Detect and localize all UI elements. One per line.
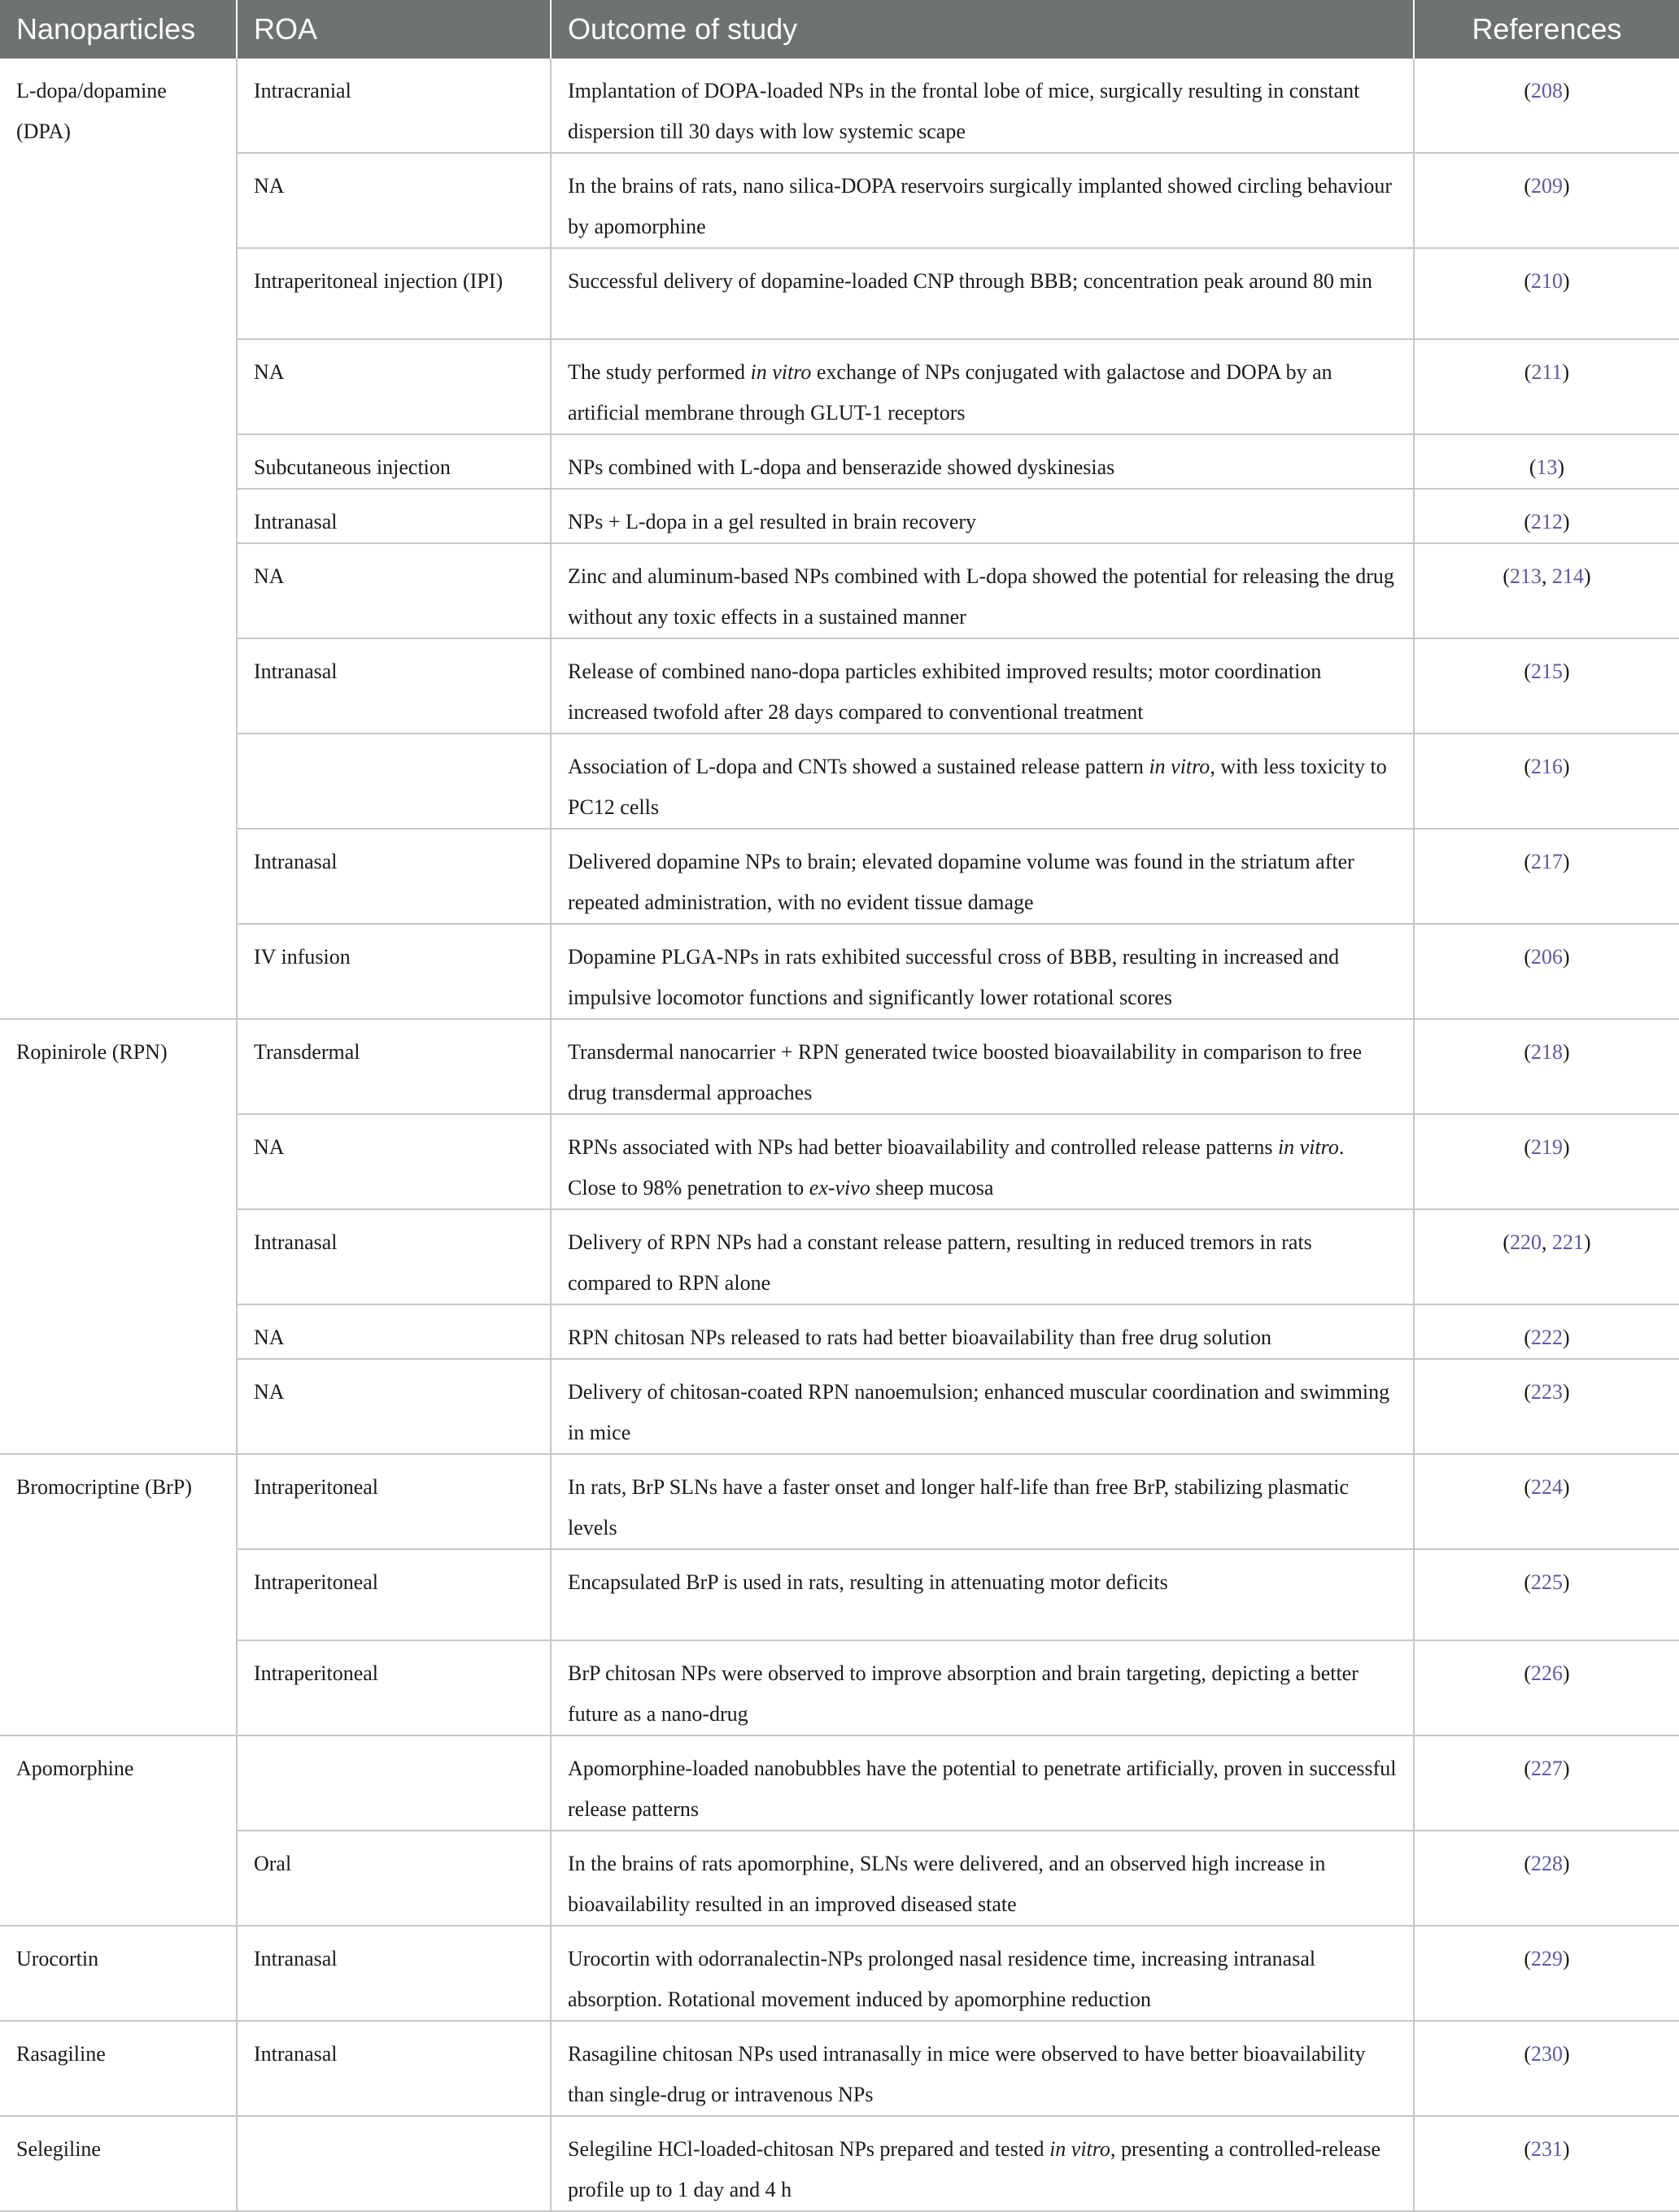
roa-cell: Intranasal (237, 1209, 551, 1304)
nanoparticle-name: Apomorphine (16, 1757, 134, 1780)
nanoparticle-cell (0, 1926, 237, 2021)
outcome-text: , presenting a controlled-release profile up to 1 day and 4 h (568, 2137, 1381, 2201)
reference-link[interactable]: 227 (1531, 1757, 1563, 1780)
table-row (0, 489, 1679, 543)
reference-link[interactable]: 210 (1531, 269, 1563, 293)
nanoparticle-cell (0, 1454, 237, 1735)
nanoparticle-name: Rasagiline (16, 2042, 106, 2066)
outcome-cell: NPs combined with L-dopa and benserazide showed dyskinesias (551, 434, 1414, 489)
references-cell: (13) (1414, 434, 1679, 489)
table-row (0, 2021, 1679, 2116)
roa-cell: Subcutaneous injection (237, 434, 551, 489)
outcome-text: Selegiline HCl-loaded-chitosan NPs prepared and tested (568, 2137, 1050, 2161)
outcome-text: exchange of NPs conjugated with galactose and DOPA by an artificial membrane through GLUT-1 receptors (568, 360, 1332, 425)
references-cell: (218) (1414, 1019, 1679, 1114)
header-row (0, 0, 1679, 59)
reference-link[interactable]: 228 (1531, 1852, 1563, 1875)
outcome-text: Association of L-dopa and CNTs showed a sustained release pattern (568, 755, 1149, 778)
table-row (0, 734, 1679, 829)
references-cell: (228) (1414, 1831, 1679, 1926)
roa-cell: Oral (237, 1831, 551, 1926)
references-cell: (227) (1414, 1735, 1679, 1831)
reference-link[interactable]: 216 (1531, 755, 1563, 778)
references-cell: (223) (1414, 1359, 1679, 1454)
nanoparticle-cell (0, 2021, 237, 2116)
table-header (0, 0, 1679, 59)
roa-cell: NA (237, 339, 551, 434)
table-row (0, 1735, 1679, 1831)
roa-cell: Intranasal (237, 638, 551, 734)
outcome-cell: In the brains of rats apomorphine, SLNs were delivered, and an observed high increase in bioavailability resulted in an improved diseased state (551, 1831, 1414, 1926)
outcome-cell (551, 339, 1414, 434)
references-cell: (229) (1414, 1926, 1679, 2021)
roa-cell: Intraperitoneal injection (IPI) (237, 248, 551, 339)
roa-cell: NA (237, 1114, 551, 1209)
reference-link[interactable]: 215 (1531, 660, 1563, 683)
outcome-cell: Apomorphine-loaded nanobubbles have the potential to penetrate artificially, proven in successful release patterns (551, 1735, 1414, 1831)
header-roa: ROA (237, 0, 551, 59)
references-cell: (213, 214) (1414, 543, 1679, 638)
outcome-cell (551, 1114, 1414, 1209)
nanoparticle-name: Selegiline (16, 2137, 101, 2161)
references-cell: (226) (1414, 1640, 1679, 1735)
references-cell: (215) (1414, 638, 1679, 734)
reference-link[interactable]: 206 (1531, 945, 1563, 969)
references-cell: (217) (1414, 829, 1679, 924)
table-row (0, 59, 1679, 153)
reference-link[interactable]: 231 (1531, 2137, 1563, 2161)
roa-cell (237, 2116, 551, 2211)
italic-term: in vitro (1049, 2137, 1110, 2161)
references-cell: (208) (1414, 59, 1679, 153)
outcome-cell: Encapsulated BrP is used in rats, resulting in attenuating motor deficits (551, 1549, 1414, 1640)
reference-link[interactable]: 218 (1531, 1040, 1563, 1064)
outcome-cell: Urocortin with odorranalectin-NPs prolonged nasal residence time, increasing intranasal absorption. Rotational movement induced by apomorphine reduction (551, 1926, 1414, 2021)
table-row (0, 1549, 1679, 1640)
reference-link[interactable]: 217 (1531, 850, 1563, 873)
reference-link[interactable]: 229 (1531, 1947, 1563, 1970)
header-outcome: Outcome of study (551, 0, 1414, 59)
nanoparticle-name: Urocortin (16, 1947, 99, 1970)
reference-link[interactable]: 219 (1531, 1135, 1563, 1159)
roa-cell: Transdermal (237, 1019, 551, 1114)
nanoparticle-cell (0, 1019, 237, 1454)
reference-link[interactable]: 13 (1536, 455, 1558, 479)
table-row (0, 1926, 1679, 2021)
nanoparticle-name: L-dopa/dopamine (16, 79, 167, 102)
outcome-text: The study performed (568, 360, 751, 384)
reference-link[interactable]: 214 (1552, 564, 1584, 588)
table-row (0, 434, 1679, 489)
outcome-cell: Implantation of DOPA-loaded NPs in the frontal lobe of mice, surgically resulting in constant dispersion till 30 days with low systemic scape (551, 59, 1414, 153)
table-row (0, 829, 1679, 924)
nanoparticle-name: Bromocriptine (BrP) (16, 1475, 192, 1499)
outcome-cell: NPs + L-dopa in a gel resulted in brain recovery (551, 489, 1414, 543)
outcome-cell: In rats, BrP SLNs have a faster onset and longer half-life than free BrP, stabilizing plasmatic levels (551, 1454, 1414, 1549)
outcome-cell: Dopamine PLGA-NPs in rats exhibited successful cross of BBB, resulting in increased and impulsive locomotor functions and significantly lower rotational scores (551, 924, 1414, 1019)
roa-cell: NA (237, 543, 551, 638)
table-row (0, 1304, 1679, 1359)
references-cell: (206) (1414, 924, 1679, 1019)
outcome-cell: RPN chitosan NPs released to rats had better bioavailability than free drug solution (551, 1304, 1414, 1359)
references-cell: (231) (1414, 2116, 1679, 2211)
roa-cell: Intraperitoneal (237, 1454, 551, 1549)
reference-link[interactable]: 224 (1531, 1475, 1563, 1499)
roa-cell: Intranasal (237, 2021, 551, 2116)
references-cell: (220, 221) (1414, 1209, 1679, 1304)
nanoparticle-cell (0, 59, 237, 1019)
references-cell: (209) (1414, 153, 1679, 248)
outcome-cell: BrP chitosan NPs were observed to improve absorption and brain targeting, depicting a better future as a nano-drug (551, 1640, 1414, 1735)
outcome-cell: Delivery of RPN NPs had a constant release pattern, resulting in reduced tremors in rats compared to RPN alone (551, 1209, 1414, 1304)
italic-term: in vitro (750, 360, 812, 384)
outcome-cell: Delivered dopamine NPs to brain; elevated dopamine volume was found in the striatum after repeated administration, with no evident tissue damage (551, 829, 1414, 924)
outcome-cell: Transdermal nanocarrier + RPN generated twice boosted bioavailability in comparison to free drug transdermal approaches (551, 1019, 1414, 1114)
header-nanoparticles: Nanoparticles (0, 0, 237, 59)
reference-link[interactable]: 226 (1531, 1661, 1563, 1685)
table-row (0, 638, 1679, 734)
reference-link[interactable]: 209 (1531, 174, 1563, 198)
outcome-cell: Delivery of chitosan-coated RPN nanoemulsion; enhanced muscular coordination and swimming in mice (551, 1359, 1414, 1454)
references-cell: (230) (1414, 2021, 1679, 2116)
outcome-cell: Successful delivery of dopamine-loaded CNP through BBB; concentration peak around 80 min (551, 248, 1414, 339)
roa-cell: Intraperitoneal (237, 1640, 551, 1735)
references-cell: (224) (1414, 1454, 1679, 1549)
outcome-text: RPNs associated with NPs had better bioavailability and controlled release patterns (568, 1135, 1278, 1159)
table-row (0, 1454, 1679, 1549)
outcome-text: sheep mucosa (870, 1176, 994, 1200)
reference-link[interactable]: 208 (1531, 79, 1563, 102)
outcome-text: . Close to 98% penetration to (568, 1135, 1345, 1200)
roa-cell: Intraperitoneal (237, 1549, 551, 1640)
references-cell: (219) (1414, 1114, 1679, 1209)
reference-link[interactable]: 220 (1510, 1230, 1542, 1254)
references-cell: (225) (1414, 1549, 1679, 1640)
italic-term: ex-vivo (809, 1176, 870, 1200)
table-row (0, 1209, 1679, 1304)
table-row (0, 1640, 1679, 1735)
reference-link[interactable]: 230 (1531, 2042, 1563, 2066)
reference-link[interactable]: 211 (1531, 360, 1563, 384)
nanoparticle-cell (0, 1735, 237, 1926)
references-cell: (211) (1414, 339, 1679, 434)
table-row (0, 1359, 1679, 1454)
table-row (0, 1831, 1679, 1926)
italic-term: in vitro (1149, 755, 1210, 778)
roa-cell (237, 734, 551, 829)
reference-link[interactable]: 212 (1531, 510, 1563, 533)
table-body (0, 59, 1679, 2211)
outcome-text: , with less toxicity to PC12 cells (568, 755, 1387, 819)
references-cell: (212) (1414, 489, 1679, 543)
references-cell: (222) (1414, 1304, 1679, 1359)
roa-cell: IV infusion (237, 924, 551, 1019)
references-cell: (210) (1414, 248, 1679, 339)
nanoparticle-name: Ropinirole (RPN) (16, 1040, 168, 1064)
reference-link[interactable]: 213 (1510, 564, 1542, 588)
outcome-cell: In the brains of rats, nano silica-DOPA reservoirs surgically implanted showed circling behaviour by apomorphine (551, 153, 1414, 248)
reference-link[interactable]: 225 (1531, 1570, 1563, 1594)
roa-cell (237, 1735, 551, 1831)
outcome-cell: Rasagiline chitosan NPs used intranasally in mice were observed to have better bioavailability than single-drug or intravenous NPs (551, 2021, 1414, 2116)
roa-cell: Intranasal (237, 489, 551, 543)
reference-link[interactable]: 223 (1531, 1380, 1563, 1404)
outcome-cell (551, 734, 1414, 829)
table-row (0, 153, 1679, 248)
italic-term: in vitro (1277, 1135, 1339, 1159)
table-row (0, 543, 1679, 638)
roa-cell: Intracranial (237, 59, 551, 153)
roa-cell: NA (237, 1304, 551, 1359)
table-row (0, 924, 1679, 1019)
table-row (0, 1019, 1679, 1114)
reference-link[interactable]: 221 (1552, 1230, 1584, 1254)
references-cell: (216) (1414, 734, 1679, 829)
nanoparticle-name: (DPA) (16, 120, 71, 143)
table-row (0, 248, 1679, 339)
outcome-cell: Zinc and aluminum-based NPs combined with L-dopa showed the potential for releasing the drug without any toxic effects in a sustained manner (551, 543, 1414, 638)
roa-cell: NA (237, 1359, 551, 1454)
outcome-cell (551, 2116, 1414, 2211)
nanoparticle-cell (0, 2116, 237, 2211)
roa-cell: NA (237, 153, 551, 248)
reference-link[interactable]: 222 (1531, 1326, 1563, 1349)
header-references: References (1414, 0, 1679, 59)
roa-cell: Intranasal (237, 829, 551, 924)
outcome-cell: Release of combined nano-dopa particles exhibited improved results; motor coordination increased twofold after 28 days compared to conventional treatment (551, 638, 1414, 734)
table-row (0, 1114, 1679, 1209)
table-row (0, 339, 1679, 434)
table-row (0, 2116, 1679, 2211)
roa-cell: Intranasal (237, 1926, 551, 2021)
